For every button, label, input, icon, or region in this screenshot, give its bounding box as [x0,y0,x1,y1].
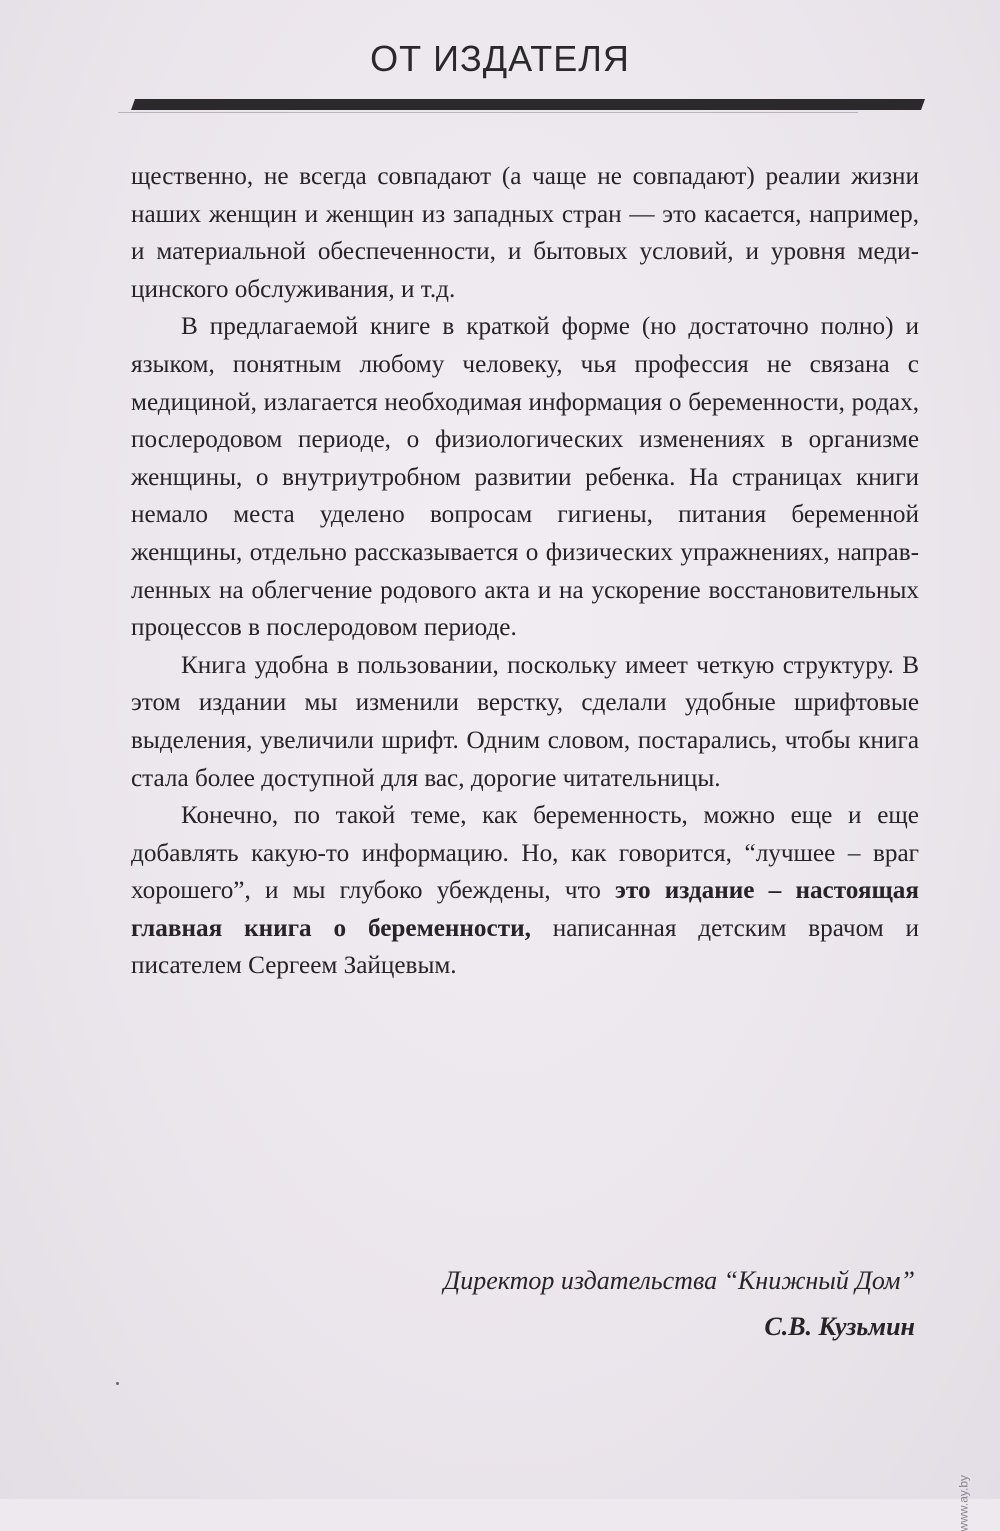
page-body [131,158,919,985]
header-rule-shadow [118,112,858,113]
paragraph-4 [131,797,919,985]
paragraph-2: В предлагаемой книге в краткой форме (но достаточно полно) и языком, понятным любому человеку, чья профессия не связана с медициной, излагается необходимая информация о беременности, родах, послеродовом периоде, о физиологических изменениях в организме женщины, о внутриутробном развитии ребенка. На страницах книги немало места уделено вопросам гигиены, питания беременной женщины, отдельно рассказывается о физических упражнениях, направленных на облегчение родового акта и на ускорение восстановительных процессов в послеродовом периоде. [131,313,919,642]
header-rule [131,99,925,110]
paragraph-3: Книга удобна в пользовании, поскольку имеет четкую структуру. В этом издании мы изменили верстку, сделали удобные шрифтовые выделения, увеличили шрифт. Одним словом, постарались, чтобы книга стала более доступной для вас, дорогие читательницы. [131,651,919,792]
page-speck [116,1382,119,1385]
paragraph-4-emphasis: это издание – настоящая главная книга о беременности, [131,877,919,942]
paragraph-4-start: Конечно, по такой теме, как беременность, можно еще и еще добавлять какую-то информацию. Но, как говорится, “лучшее – враг хорошего”, и мы глубоко убеждены, что [131,802,919,905]
watermark: www.ay.by [956,1475,970,1531]
paragraph-4-end: написанная детским врачом и писателем Сергеем Зайцевым. [131,914,919,980]
page-header-title: ОТ ИЗДАТЕЛЯ [370,38,630,79]
signature-role: Директор издательства “Книжный Дом” [443,1266,915,1295]
signature-name: С.В. Кузьмин [764,1312,915,1341]
paragraph-1: щественно, не всегда совпадают (а чаще не совпадают) реалии жизни наших женщин и женщин из западных стран — это касается, например, и материальной обеспеченности, и бытовых условий, и уровня медицинского обслуживания, и т.д. [131,163,919,303]
